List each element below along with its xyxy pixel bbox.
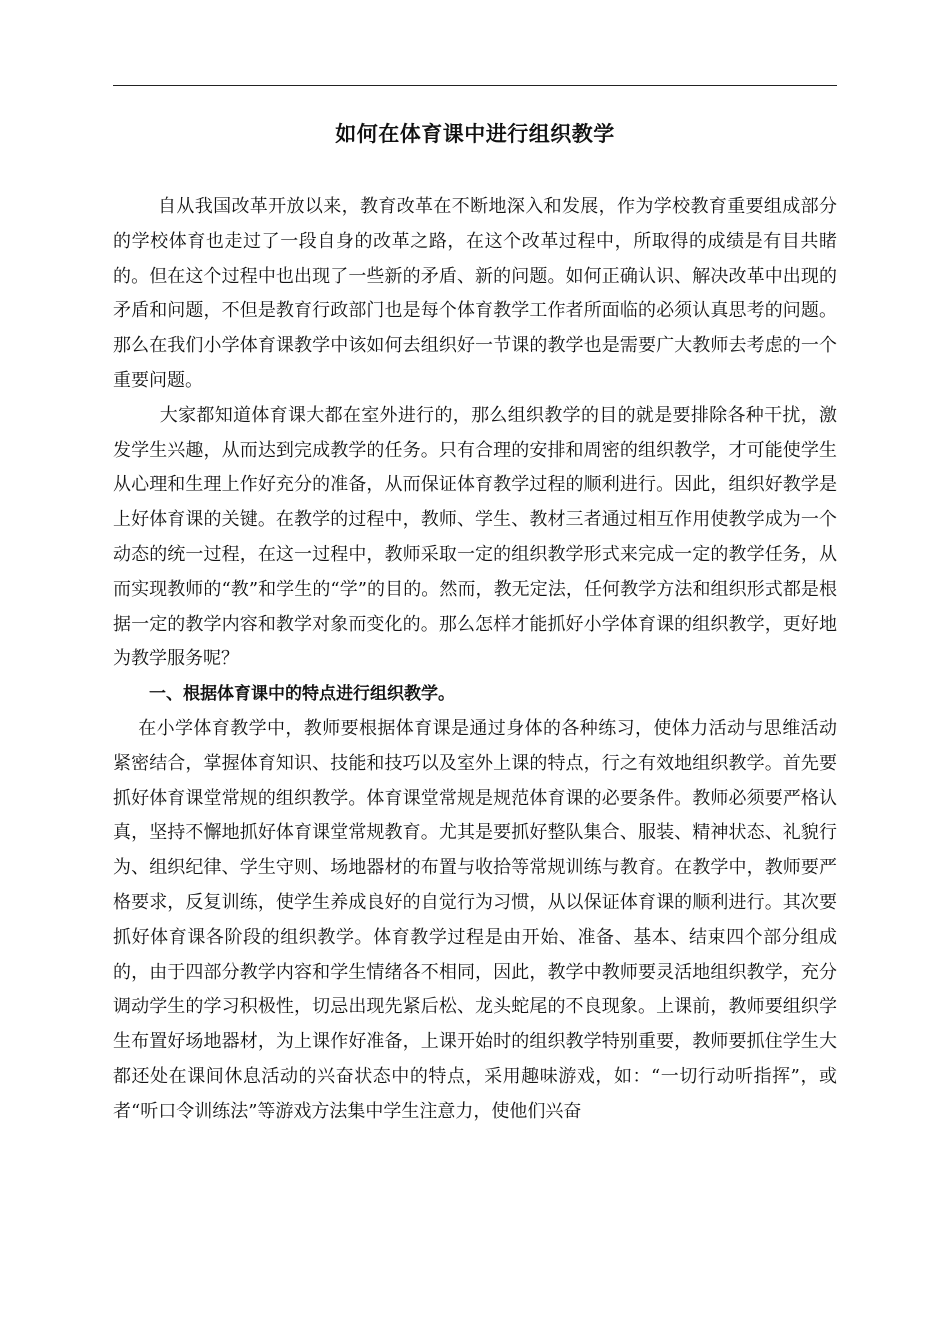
intro-paragraph: 自从我国改革开放以来，教育改革在不断地深入和发展，作为学校教育重要组成部分的学校体育也走过了一段自身的改革之路，在这个改革过程中，所取得的成绩是有目共睹的。但在这个过程中也出现了一些新的矛盾、新的问题。如何正确认识、解决改革中出现的矛盾和问题，不但是教育行政部门也是每个体育教学工作者所面临的必须认真思考的问题。那么在我们小学体育课教学中该如何去组织好一节课的教学也是需要广大教师去考虑的一个重要问题。: [113, 196, 837, 391]
section-heading: 一、根据体育课中的特点进行组织教学。: [149, 684, 455, 705]
header-rule: [113, 85, 837, 86]
document-body: [113, 190, 837, 1130]
document-title: 如何在体育课中进行组织教学: [335, 122, 615, 146]
body-paragraph: 大家都知道体育课大都在室外进行的，那么组织教学的目的就是要排除各种干扰，激发学生兴趣，从而达到完成教学的任务。只有合理的安排和周密的组织教学，才可能使学生从心理和生理上作好充分的准备，从而保证体育教学过程的顺利进行。因此，组织好教学是上好体育课的关键。在教学的过程中，教师、学生、教材三者通过相互作用使教学成为一个动态的统一过程，在这一过程中，教师采取一定的组织教学形式来完成一定的教学任务，从而实现教师的“教”和学生的“学”的目的。然而，教无定法，任何教学方法和组织形式都是根据一定的教学内容和教学对象而变化的。那么怎样才能抓好小学体育课的组织教学，更好地为教学服务呢？: [113, 404, 837, 670]
section-paragraph: 在小学体育教学中，教师要根据体育课是通过身体的各种练习，使体力活动与思维活动紧密结合，掌握体育知识、技能和技巧以及室外上课的特点，行之有效地组织教学。首先要抓好体育课堂常规的组织教学。体育课堂常规是规范体育课的必要条件。教师必须要严格认真，坚持不懈地抓好体育课堂常规教育。尤其是要抓好整队集合、服装、精神状态、礼貌行为、组织纪律、学生守则、场地器材的布置与收拾等常规训练与教育。在教学中，教师要严格要求，反复训练，使学生养成良好的自觉行为习惯，从以保证体育课的顺利进行。其次要抓好体育课各阶段的组织教学。体育教学过程是由开始、准备、基本、结束四个部分组成的，由于四部分教学内容和学生情绪各不相同，因此，教学中教师要灵活地组织教学，充分调动学生的学习积极性，切忌出现先紧后松、龙头蛇尾的不良现象。上课前，教师要组织学生布置好场地器材，为上课作好准备，上课开始时的组织教学特别重要，教师要抓住学生大都还处在课间休息活动的兴奋状态中的特点，采用趣味游戏，如：“一切行动听指挥”，或者“听口令训练法”等游戏方法集中学生注意力，使他们兴奋: [113, 717, 837, 1122]
